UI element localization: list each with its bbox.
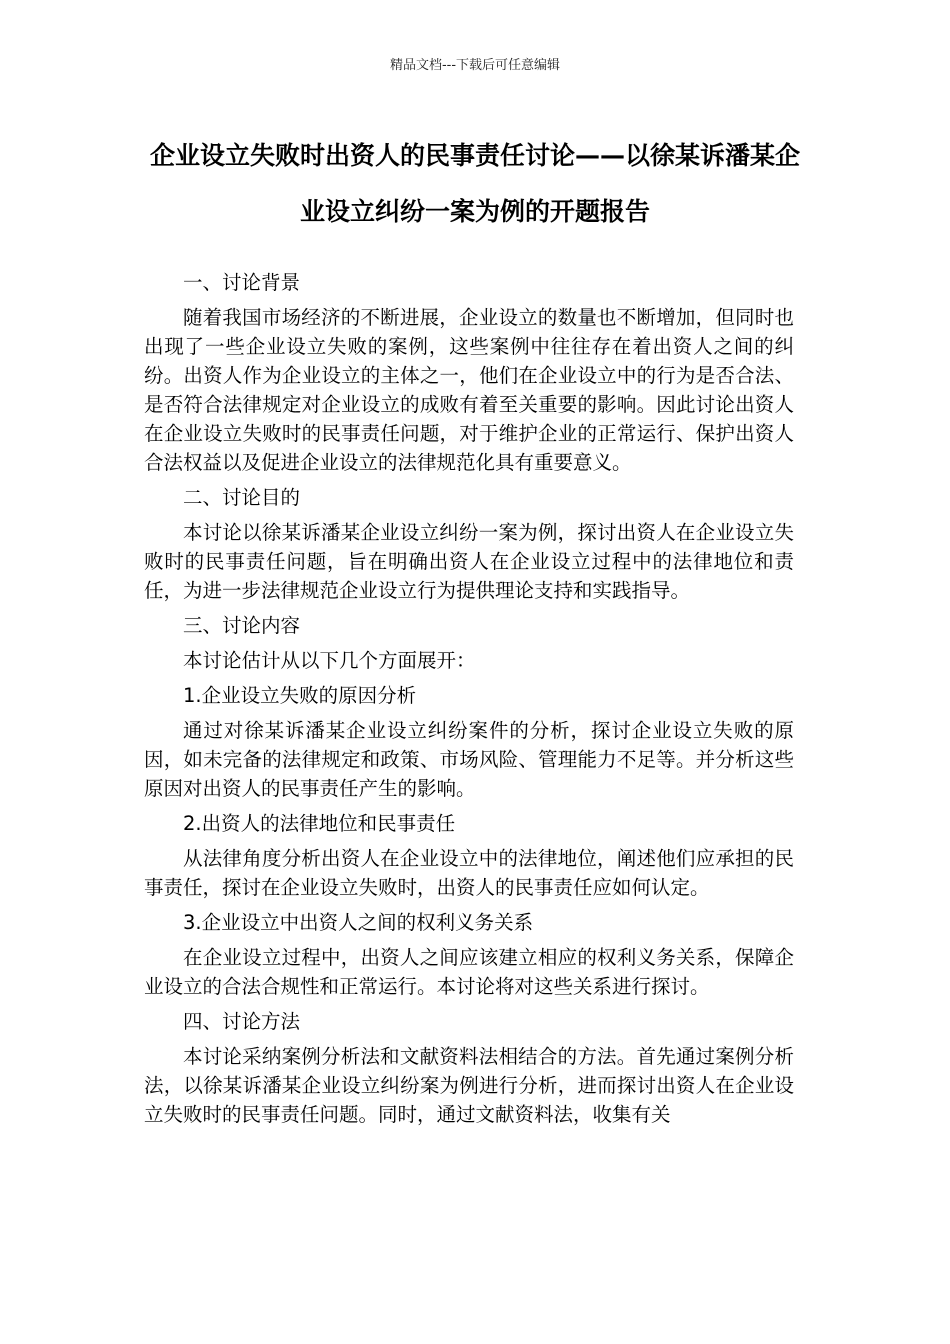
subheading-legal-status: 2.出资人的法律地位和民事责任 xyxy=(183,812,456,835)
section-heading-content: 三、讨论内容 xyxy=(183,614,301,637)
paragraph-purpose: 本讨论以徐某诉潘某企业设立纠纷一案为例，探讨出资人在企业设立失败时的民事责任问题，旨在明确出资人在企业设立过程中的法律地位和责任，为进一步法律规范企业设立行为提供理论支持和实践指导。 xyxy=(144,521,794,602)
section-heading-method: 四、讨论方法 xyxy=(183,1010,301,1033)
paragraph-content-intro: 本讨论估计从以下几个方面展开： xyxy=(183,649,476,672)
document-title: 企业设立失败时出资人的民事责任讨论——以徐某诉潘某企业设立纠纷一案为例的开题报告 xyxy=(149,141,800,226)
paragraph-legal-status: 从法律角度分析出资人在企业设立中的法律地位，阐述他们应承担的民事责任，探讨在企业设立失败时，出资人的民事责任应如何认定。 xyxy=(144,847,794,899)
paragraph-failure-causes: 通过对徐某诉潘某企业设立纠纷案件的分析，探讨企业设立失败的原因，如未完备的法律规定和政策、市场风险、管理能力不足等。并分析这些原因对出资人的民事责任产生的影响。 xyxy=(144,719,794,800)
header-watermark: 精品文档---下载后可任意编辑 xyxy=(389,58,561,73)
paragraph-background: 随着我国市场经济的不断进展，企业设立的数量也不断增加，但同时也出现了一些企业设立失败的案例，这些案例中往往存在着出资人之间的纠纷。出资人作为企业设立的主体之一，他们在企业设立中的行为是否合法、是否符合法律规定对企业设立的成败有着至关重要的影响。因此讨论出资人在企业设立失败时的民事责任问题，对于维护企业的正常运行、保护出资人合法权益以及促进企业设立的法律规范化具有重要意义。 xyxy=(144,306,794,474)
subheading-failure-causes: 1.企业设立失败的原因分析 xyxy=(183,684,417,707)
subheading-rights-obligations: 3.企业设立中出资人之间的权利义务关系 xyxy=(183,911,534,934)
paragraph-rights-obligations: 在企业设立过程中，出资人之间应该建立相应的权利义务关系，保障企业设立的合法合规性和正常运行。本讨论将对这些关系进行探讨。 xyxy=(144,946,794,998)
section-heading-purpose: 二、讨论目的 xyxy=(183,486,301,509)
paragraph-method: 本讨论采纳案例分析法和文献资料法相结合的方法。首先通过案例分析法，以徐某诉潘某企业设立纠纷案为例进行分析，进而探讨出资人在企业设立失败时的民事责任问题。同时，通过文献资料法，收集有关 xyxy=(144,1045,794,1126)
document-body xyxy=(144,268,794,1135)
section-heading-background: 一、讨论背景 xyxy=(183,271,301,294)
